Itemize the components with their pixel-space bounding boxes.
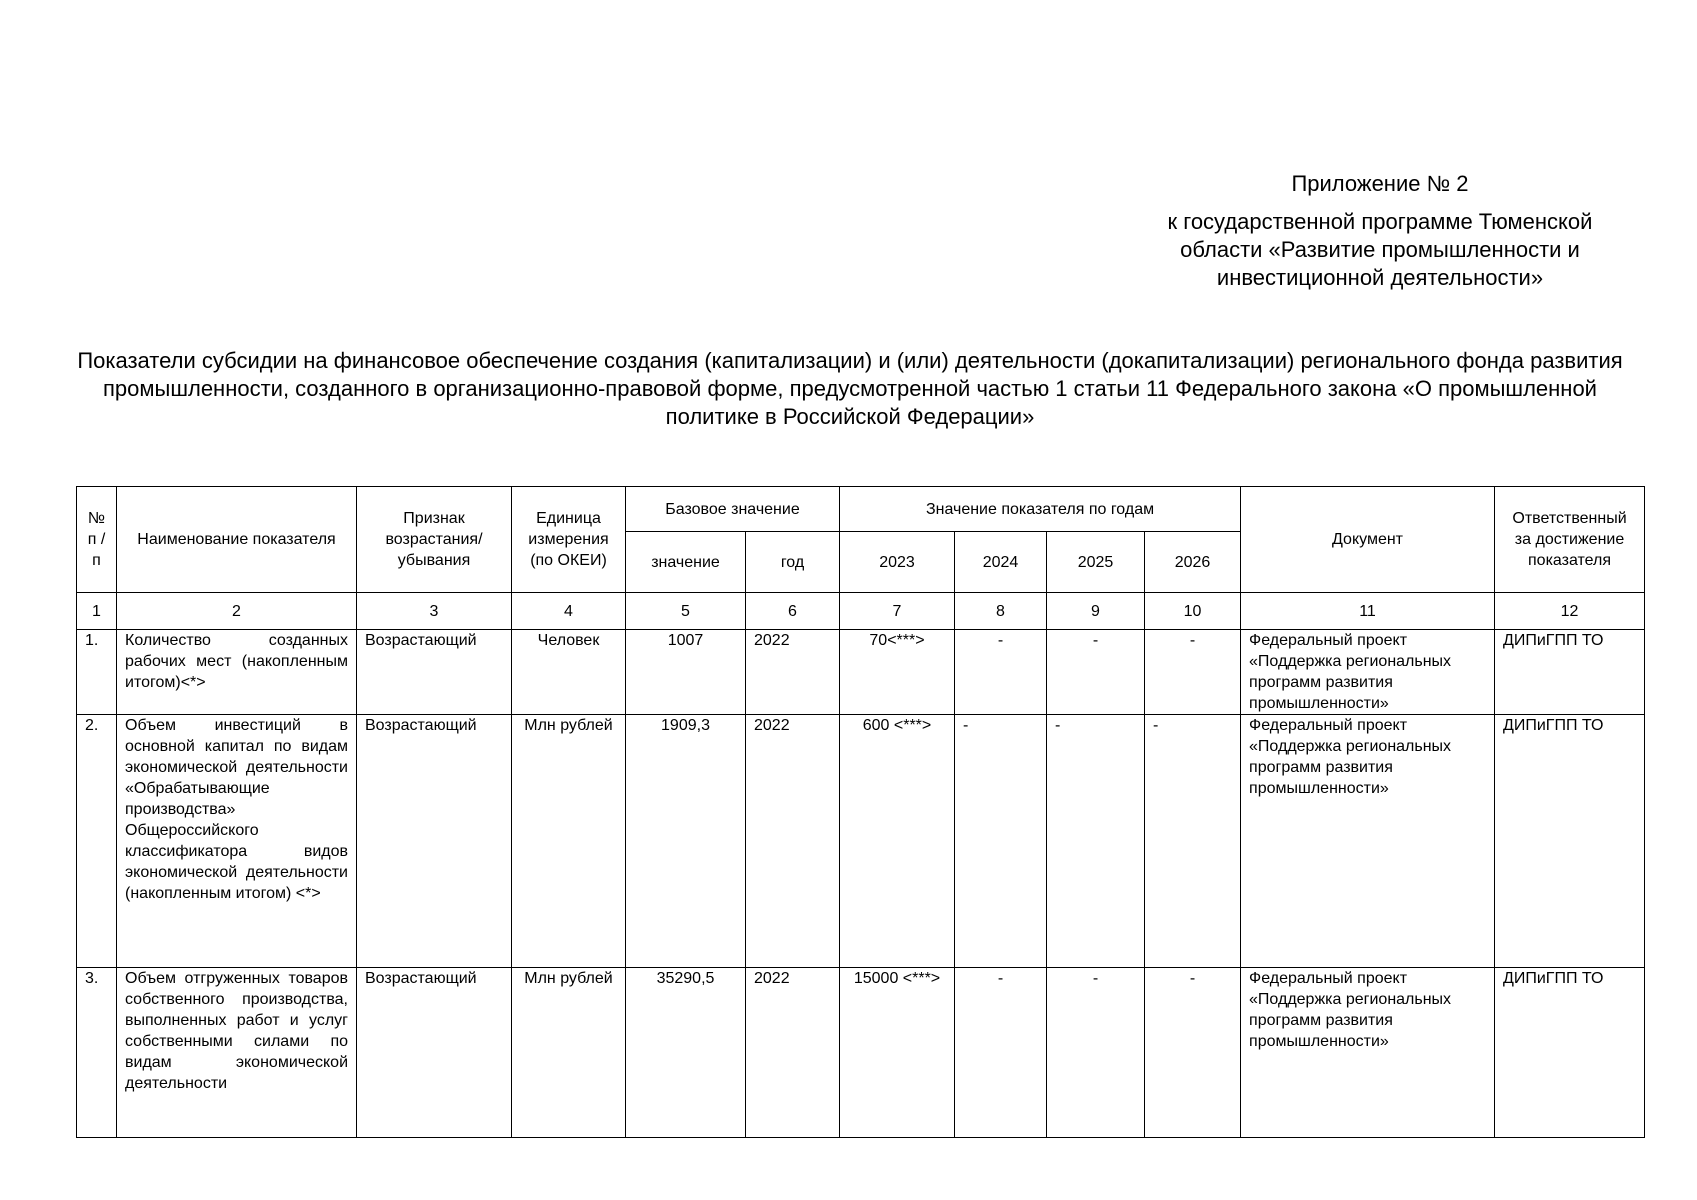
row-value-2023: 70<***> xyxy=(840,630,955,715)
row-trend: Возрастающий xyxy=(357,968,512,1138)
column-number: 10 xyxy=(1145,593,1241,630)
header-num: № п /п xyxy=(77,487,117,593)
row-base-year: 2022 xyxy=(746,630,840,715)
column-number: 7 xyxy=(840,593,955,630)
header-year-2025: 2025 xyxy=(1047,532,1145,593)
row-value-2023: 15000 <***> xyxy=(840,968,955,1138)
column-number: 12 xyxy=(1495,593,1645,630)
appendix-title: Приложение № 2 xyxy=(1291,171,1469,196)
header-by-years: Значение показателя по годам xyxy=(840,487,1241,532)
row-value-2025: - xyxy=(1047,630,1145,715)
row-value-2023: 600 <***> xyxy=(840,715,955,968)
row-trend: Возрастающий xyxy=(357,715,512,968)
row-trend: Возрастающий xyxy=(357,630,512,715)
row-document: Федеральный проект «Поддержка региональных программ развития промышленности» xyxy=(1241,715,1495,968)
row-value-2024: - xyxy=(955,715,1047,968)
row-unit: Млн рублей xyxy=(512,968,626,1138)
row-unit: Млн рублей xyxy=(512,715,626,968)
row-responsible: ДИПиГПП ТО xyxy=(1495,715,1645,968)
row-value-2026: - xyxy=(1145,630,1241,715)
row-value-2025: - xyxy=(1047,715,1145,968)
appendix-text: к государственной программе Тюменской области «Развитие промышленности и инвестиционной деятельности» xyxy=(1167,209,1593,290)
row-num: 2. xyxy=(77,715,117,968)
row-document: Федеральный проект «Поддержка региональных программ развития промышленности» xyxy=(1241,630,1495,715)
header-year-2023: 2023 xyxy=(840,532,955,593)
column-number: 8 xyxy=(955,593,1047,630)
header-document: Документ xyxy=(1241,487,1495,593)
table-row xyxy=(77,630,1645,715)
header-base-value: значение xyxy=(626,532,746,593)
header-responsible: Ответственный за достижение показателя xyxy=(1495,487,1645,593)
row-unit: Человек xyxy=(512,630,626,715)
column-number: 2 xyxy=(117,593,357,630)
row-value-2024: - xyxy=(955,630,1047,715)
header-year-2024: 2024 xyxy=(955,532,1047,593)
column-number: 5 xyxy=(626,593,746,630)
header-base: Базовое значение xyxy=(626,487,840,532)
row-num: 1. xyxy=(77,630,117,715)
row-name: Количество созданных рабочих мест (накопленным итогом)<*> xyxy=(117,630,357,715)
row-value-2024: - xyxy=(955,968,1047,1138)
row-name: Объем отгруженных товаров собственного производства, выполненных работ и услуг собственными силами по видам экономической деятельности xyxy=(117,968,357,1138)
header-trend: Признак возрастания/ убывания xyxy=(357,487,512,593)
row-num: 3. xyxy=(77,968,117,1138)
row-responsible: ДИПиГПП ТО xyxy=(1495,630,1645,715)
column-number: 6 xyxy=(746,593,840,630)
header-row-1 xyxy=(77,487,1645,532)
row-base-value: 1909,3 xyxy=(626,715,746,968)
row-base-value: 1007 xyxy=(626,630,746,715)
table-row xyxy=(77,968,1645,1138)
column-number: 1 xyxy=(77,593,117,630)
document-title: Показатели субсидии на финансовое обеспечение создания (капитализации) и (или) деятельности (докапитализации) регионального фонда развития промышленности, созданного в организационно-правовой форме, предусмотренной частью 1 статьи 11 Федерального закона «О промышленной политике в Российской Федерации» xyxy=(77,348,1623,429)
column-number: 3 xyxy=(357,593,512,630)
row-responsible: ДИПиГПП ТО xyxy=(1495,968,1645,1138)
row-base-year: 2022 xyxy=(746,715,840,968)
column-number: 9 xyxy=(1047,593,1145,630)
column-number: 4 xyxy=(512,593,626,630)
header-year-2026: 2026 xyxy=(1145,532,1241,593)
header-name: Наименование показателя xyxy=(117,487,357,593)
row-value-2026: - xyxy=(1145,968,1241,1138)
row-document: Федеральный проект «Поддержка региональных программ развития промышленности» xyxy=(1241,968,1495,1138)
header-base-year: год xyxy=(746,532,840,593)
row-name: Объем инвестиций в основной капитал по видам экономической деятельности «Обрабатывающие производства» Общероссийского классификатора видов экономической деятельности (накопленным итогом) <*> xyxy=(117,715,357,968)
table-row xyxy=(77,715,1645,968)
column-number: 11 xyxy=(1241,593,1495,630)
column-number-row xyxy=(77,593,1645,630)
indicators-table xyxy=(76,486,1645,1138)
appendix-block xyxy=(1130,170,1630,292)
row-base-year: 2022 xyxy=(746,968,840,1138)
row-base-value: 35290,5 xyxy=(626,968,746,1138)
row-value-2025: - xyxy=(1047,968,1145,1138)
header-unit: Единица измерения (по ОКЕИ) xyxy=(512,487,626,593)
row-value-2026: - xyxy=(1145,715,1241,968)
